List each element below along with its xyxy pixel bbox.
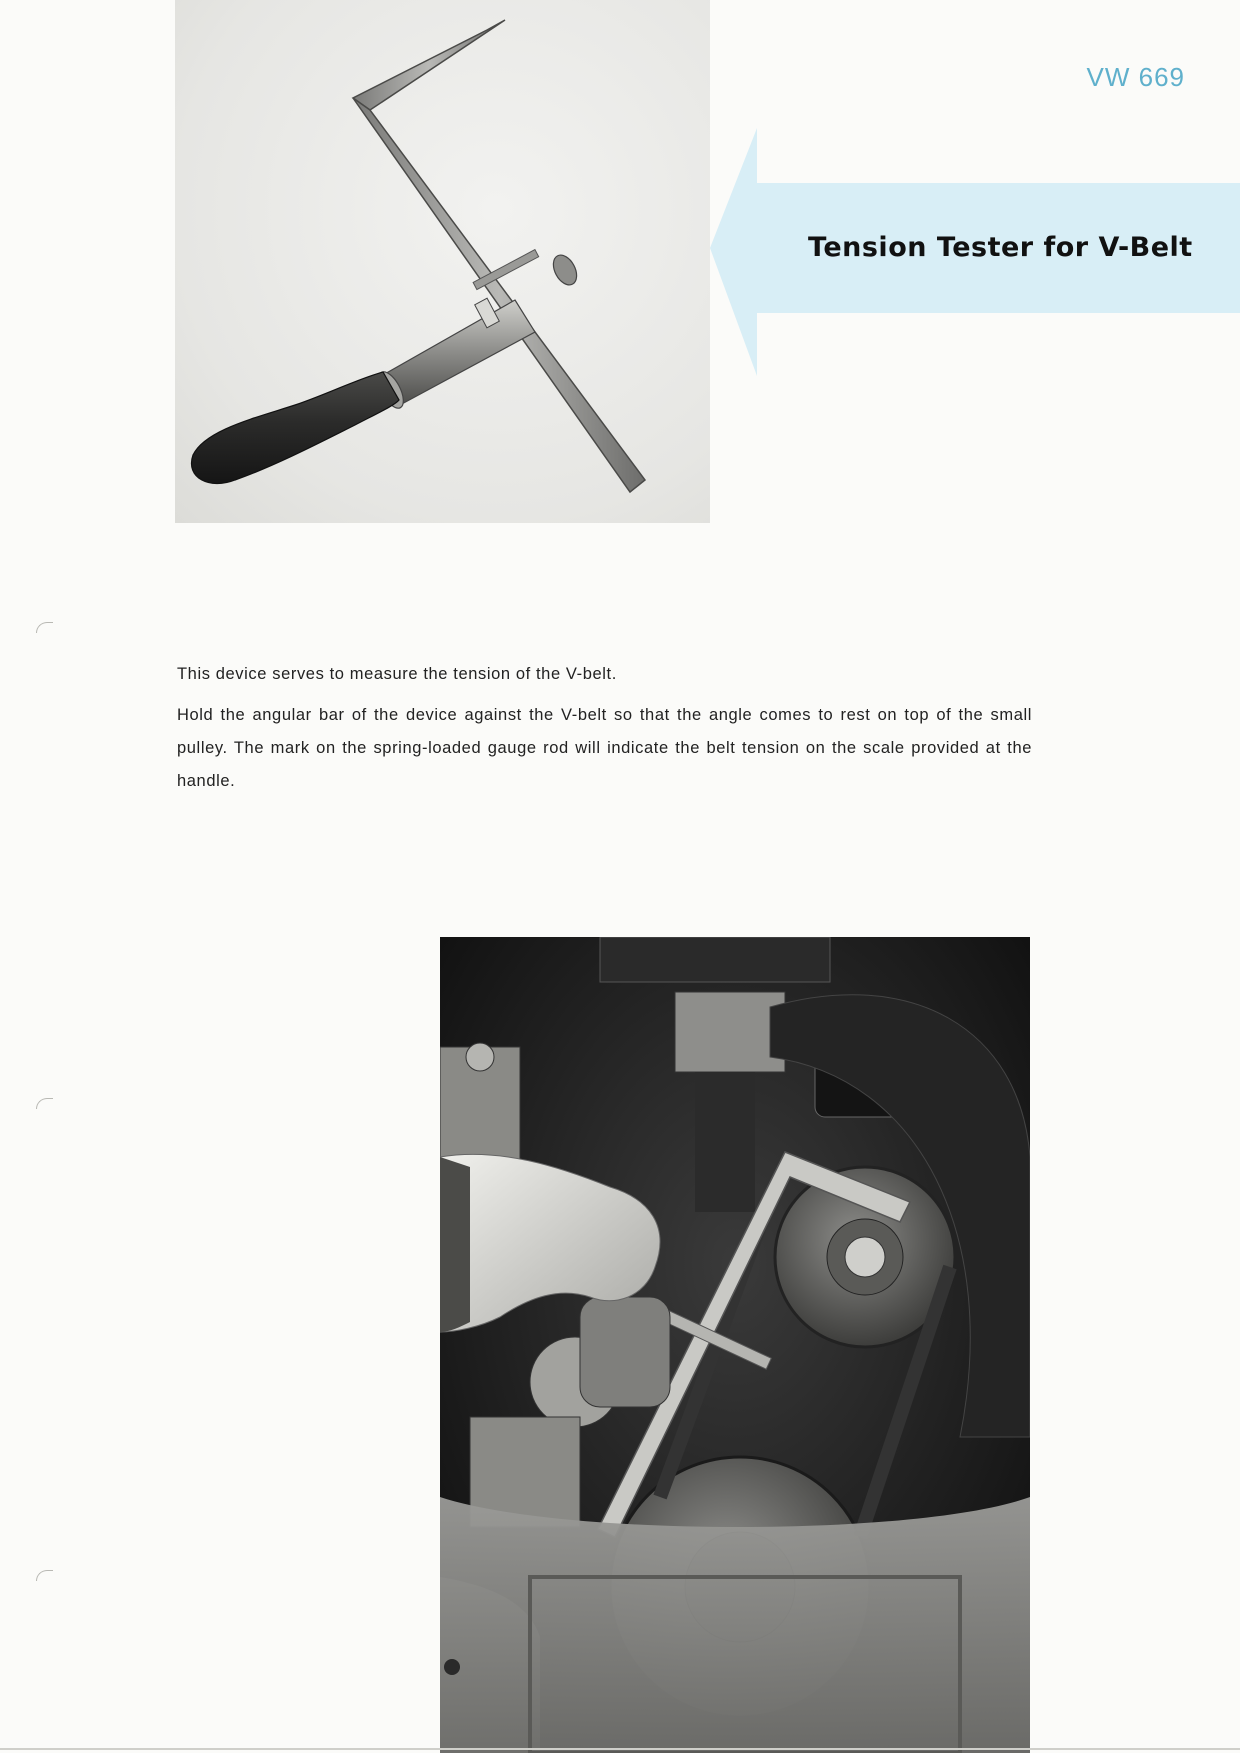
tool-photo [175,0,710,523]
margin-punch-mark [36,622,53,633]
shaft [383,300,535,405]
bar-long-leg [353,98,645,492]
paragraph-1: This device serves to measure the tension of the V-belt. [177,665,617,683]
scan-edge [0,1748,1240,1750]
margin-punch-mark [36,1570,53,1581]
bolt [466,1043,494,1071]
description [177,658,1032,806]
pulley-nut [845,1237,885,1277]
carburetor [675,992,785,1072]
sleeve [440,1157,470,1332]
margin-punch-mark [36,1098,53,1109]
bar-short-leg [353,20,505,110]
engine-photo [440,937,1030,1753]
gauge-knob [549,251,582,289]
document-code: VW 669 [1086,62,1185,92]
lid-bolt [444,1659,460,1675]
air-cleaner [600,937,830,982]
tension-tester-illustration [175,0,710,523]
distributor [580,1297,670,1407]
page-title: Tension Tester for V-Belt [808,232,1193,263]
paragraph-2: Hold the angular bar of the device against the V-belt so that the angle comes to rest on top of the small pulley. The mark on the spring-loaded gauge rod will indicate the belt tension on the scale provided at the handle. [177,706,1032,790]
intake-manifold [695,1072,755,1212]
wooden-handle [191,372,399,484]
engine-compartment-illustration [440,937,1030,1753]
